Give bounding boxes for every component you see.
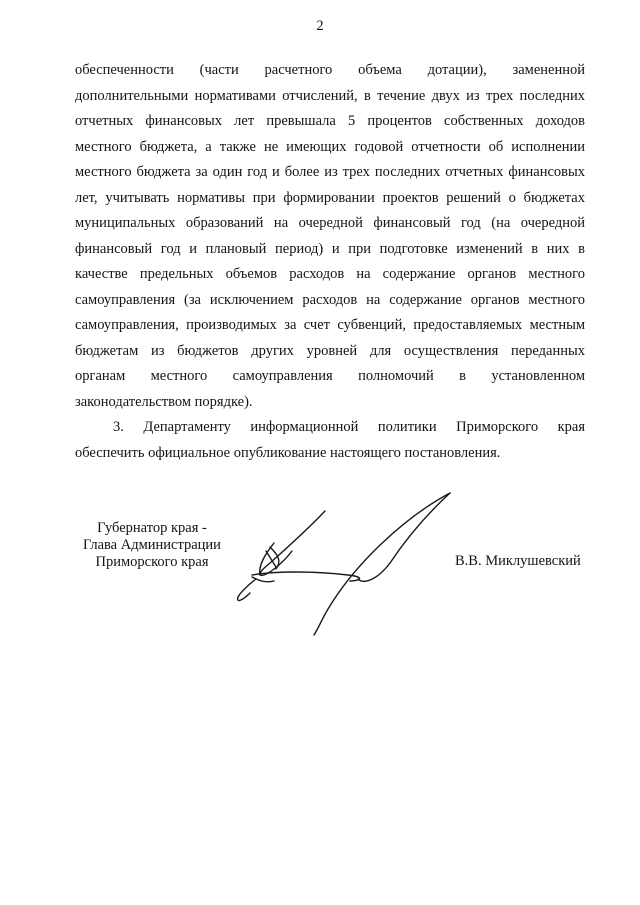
body-line: финансовый год и плановый период) и при подготовке изменений в них в [75,241,585,257]
signatory-name: В.В. Миклушевский [455,553,581,569]
page-number: 2 [316,18,324,34]
body-line: самоуправления, производимых за счет субвенций, предоставляемых местным [75,317,585,333]
item-3-line: 3. Департаменту информационной политики Приморского края [113,419,585,435]
signatory-title-line: Приморского края [95,554,209,570]
body-line: местного бюджета за один год и более из трех последних отчетных финансовых [75,164,585,180]
body-line: дополнительными нормативами отчислений, в течение двух из трех последних [75,88,585,104]
body-line: законодательством порядке). [75,394,253,410]
body-line: обеспеченности (части расчетного объема дотации), замененной [75,62,585,78]
signatory-title-line: Глава Администрации [83,537,221,553]
signatory-title-line: Губернатор края - [97,520,207,536]
body-line: качестве предельных объемов расходов на содержание органов местного [75,266,585,282]
body-line: муниципальных образований на очередной финансовый год (на очередной [75,215,585,231]
handwritten-signature [230,485,460,645]
body-line: бюджетам из бюджетов других уровней для осуществления переданных [75,343,585,359]
body-line: отчетных финансовых лет превышала 5 процентов собственных доходов [75,113,585,129]
body-line: местного бюджета, а также не имеющих годовой отчетности об исполнении [75,139,585,155]
body-line: органам местного самоуправления полномочий в установленном [75,368,585,384]
body-line: лет, учитывать нормативы при формировании проектов решений о бюджетах [75,190,585,206]
body-line: самоуправления (за исключением расходов на содержание органов местного [75,292,585,308]
item-3-line: обеспечить официальное опубликование настоящего постановления. [75,445,501,461]
